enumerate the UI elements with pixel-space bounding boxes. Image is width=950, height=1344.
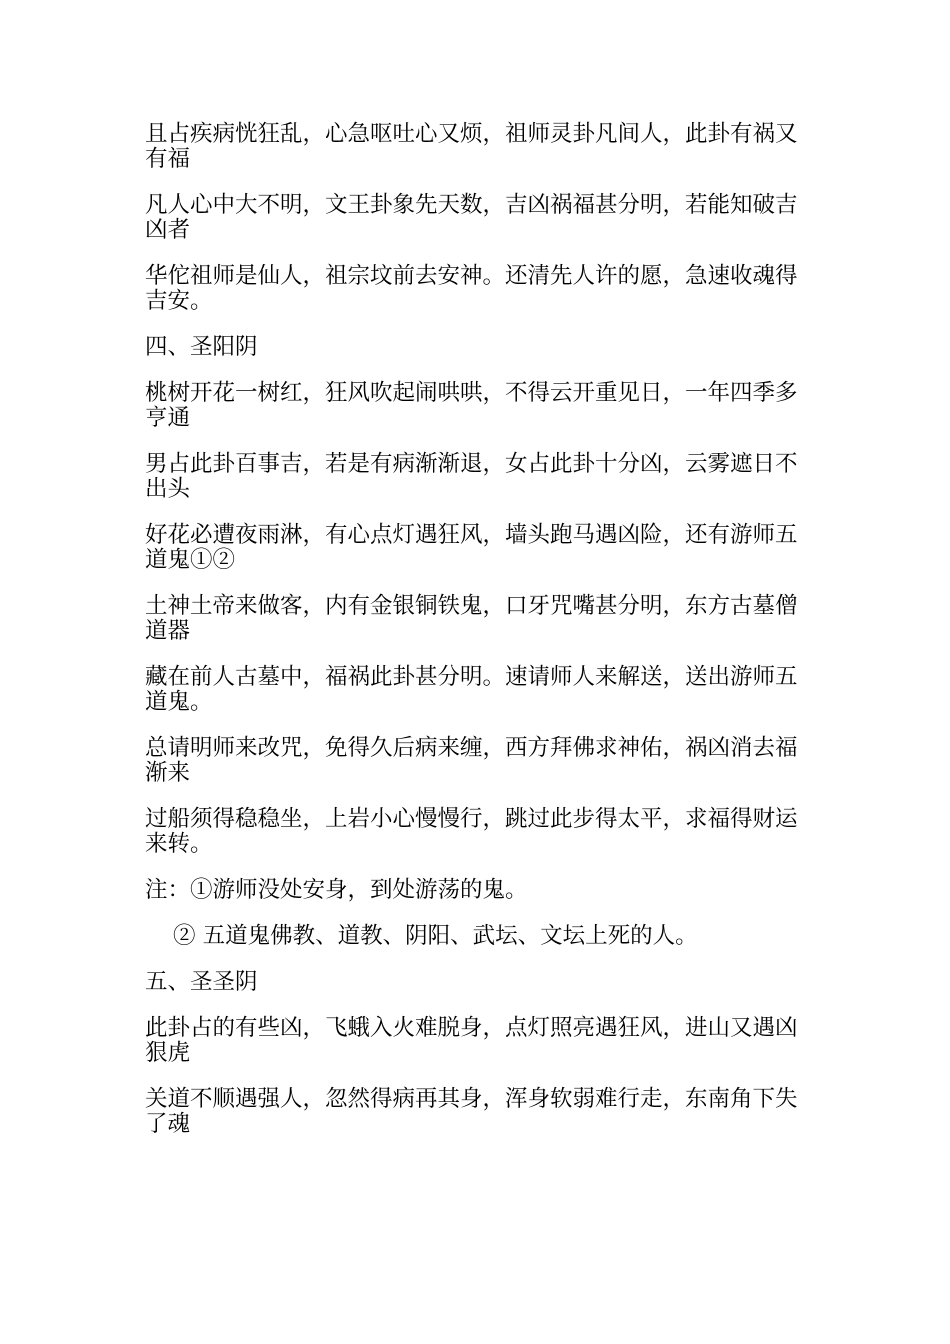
verse-paragraph-8: 土神土帝来做客，内有金银铜铁鬼，口牙咒嘴甚分明，东方古墓僧道器 (145, 593, 798, 644)
verse-paragraph-5: 桃树开花一树红，狂风吹起闹哄哄，不得云开重见日，一年四季多亨通 (145, 380, 798, 431)
verse-paragraph-3: 华佗祖师是仙人，祖宗坟前去安神。还清先人许的愿，急速收魂得吉安。 (145, 263, 798, 314)
verse-paragraph-10: 总请明师来改咒，免得久后病来缠，西方拜佛求神佑，祸凶消去福渐来 (145, 735, 798, 786)
verse-paragraph-9: 藏在前人古墓中，福祸此卦甚分明。速请师人来解送，送出游师五道鬼。 (145, 664, 798, 715)
section-heading-5: 五、圣圣阴 (145, 969, 258, 995)
verse-paragraph-15: 此卦占的有些凶，飞蛾入火难脱身，点灯照亮遇狂风，进山又遇凶狠虎 (145, 1015, 798, 1066)
document-body (145, 122, 810, 1158)
section-heading-4: 四、圣阳阴 (145, 334, 258, 360)
verse-paragraph-16: 关道不顺遇强人，忽然得病再其身，浑身软弱难行走，东南角下失了魂 (145, 1086, 798, 1137)
verse-paragraph-2: 凡人心中大不明，文王卦象先天数，吉凶祸福甚分明，若能知破吉凶者 (145, 192, 798, 243)
note-1: 注：①游师没处安身，到处游荡的鬼。 (145, 877, 528, 903)
verse-paragraph-11: 过船须得稳稳坐，上岩小心慢慢行，跳过此步得太平，求福得财运来转。 (145, 806, 798, 857)
verse-paragraph-6: 男占此卦百事吉，若是有病渐渐退，女占此卦十分凶，云雾遮日不出头 (145, 451, 798, 502)
note-2: ② 五道鬼佛教、道教、阴阳、武坛、文坛上死的人。 (173, 923, 698, 949)
verse-paragraph-1: 且占疾病恍狂乱，心急呕吐心又烦，祖师灵卦凡间人，此卦有祸又有福 (145, 121, 798, 172)
verse-paragraph-7: 好花必遭夜雨淋，有心点灯遇狂风，墙头跑马遇凶险，还有游师五道鬼①② (145, 522, 798, 573)
